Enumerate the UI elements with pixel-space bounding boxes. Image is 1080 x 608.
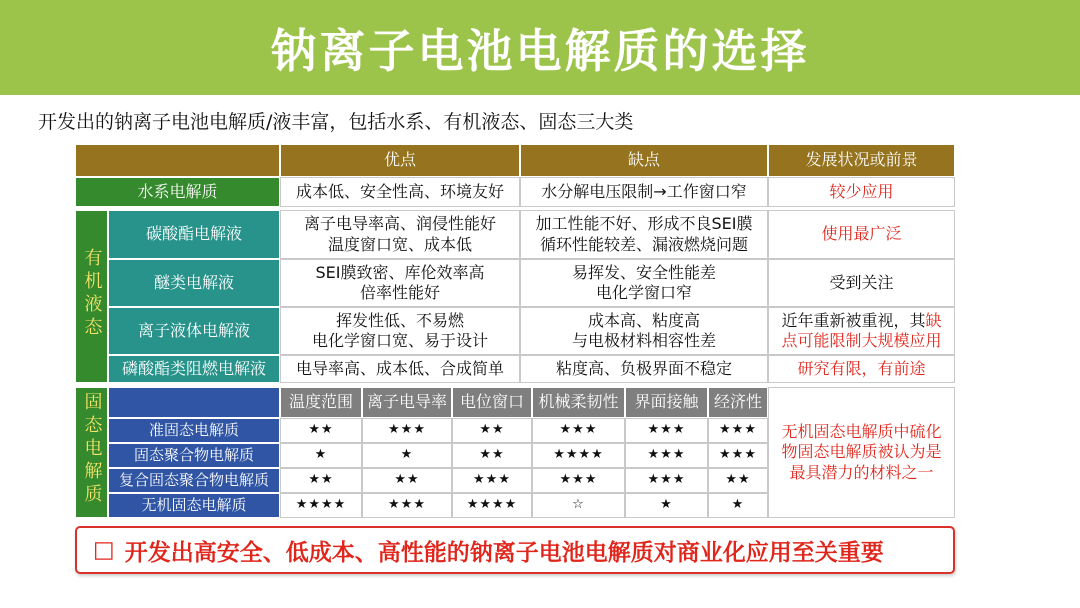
property-header: 温度范围: [281, 388, 361, 417]
cons-cell: [521, 260, 767, 306]
outlook-line: [772, 311, 951, 331]
rating-cell: ★★★★: [453, 494, 531, 517]
electrolyte-name-aqueous: 水系电解质: [76, 178, 279, 206]
outlook-line: 无机固态电解质中硫化: [781, 421, 942, 441]
table-row-aqueous: [76, 178, 954, 206]
pros-line: 倍率性能好: [359, 283, 440, 302]
rating-cell: ★: [281, 444, 361, 467]
rating-cell: ★: [626, 494, 707, 517]
electrolyte-name: 固态聚合物电解质: [109, 444, 279, 467]
outlook-cell: 使用最广泛: [769, 211, 954, 258]
conclusion-box: [75, 526, 955, 574]
header-corner-cell: [76, 145, 279, 176]
pros-line: 电化学窗口宽、易于设计: [311, 331, 488, 350]
outlook-text: 近年重新被重视，其: [781, 310, 926, 330]
rating-cell: ★★★: [533, 469, 624, 492]
cons-line: 电化学窗口窄: [595, 283, 692, 302]
pros-cell: [281, 211, 519, 258]
property-header: 经济性: [709, 388, 767, 417]
column-header-outlook: 发展状况或前景: [769, 145, 954, 176]
rating-cell: ★★★: [626, 419, 707, 442]
rating-cell: ☆: [533, 494, 624, 517]
pros-cell: [281, 260, 519, 306]
outlook-cell: 受到关注: [769, 260, 954, 306]
pros-line: 温度窗口宽、成本低: [327, 234, 472, 254]
cons-line: 加工性能不好、形成不良SEI膜: [535, 214, 753, 234]
electrolyte-name: 准固态电解质: [109, 419, 279, 442]
pros-line: SEI膜致密、库伦效率高: [315, 262, 485, 282]
table-row: [76, 211, 954, 258]
category-label-text: 有机液态: [81, 247, 103, 340]
rating-cell: ★★★: [453, 469, 531, 492]
cons-line: 与电极材料相容性差: [571, 331, 716, 350]
intro-text: 开发出的钠离子电池电解质/液丰富，包括水系、有机液态、固态三大类: [38, 111, 634, 133]
pros-line: 挥发性低、不易燃: [335, 310, 464, 330]
rating-cell: ★★★: [363, 419, 451, 442]
outlook-cell: 研究有限，有前途: [769, 356, 954, 382]
electrolyte-name: 碳酸酯电解液: [109, 211, 279, 258]
electrolyte-name: 醚类电解液: [109, 260, 279, 306]
pros-line: 离子电导率高、润侵性能好: [303, 214, 496, 234]
organic-electrolyte-table: [74, 209, 956, 384]
rating-cell: ★★★: [709, 444, 767, 467]
rating-cell: ★★★: [709, 419, 767, 442]
outlook-emphasis-text: 缺: [925, 310, 942, 330]
cons-line: 易挥发、安全性能差: [571, 262, 716, 282]
name-header-cell: [109, 388, 279, 417]
table-row: [76, 260, 954, 306]
outlook-cell: [769, 388, 954, 517]
rating-cell: ★★★: [533, 419, 624, 442]
cons-cell: [521, 211, 767, 258]
rating-cell: ★★: [453, 444, 531, 467]
column-header-pros: 优点: [281, 145, 519, 176]
rating-cell: ★★★★: [533, 444, 624, 467]
rating-cell: ★★★★: [281, 494, 361, 517]
conclusion-text: 开发出高安全、低成本、高性能的钠离子电池电解质对商业化应用至关重要: [124, 539, 884, 566]
electrolyte-name: 离子液体电解液: [109, 308, 279, 354]
electrolyte-name: 复合固态聚合物电解质: [109, 469, 279, 492]
cons-cell: [521, 308, 767, 354]
rating-cell: ★★: [453, 419, 531, 442]
rating-cell: ★★: [281, 419, 361, 442]
square-bullet-icon: □: [93, 537, 115, 563]
pros-cell: 成本低、安全性高、环境友好: [281, 178, 519, 206]
title-banner: [0, 0, 1080, 95]
solid-header-row: [76, 388, 954, 417]
table-row: [76, 308, 954, 354]
rating-cell: ★: [363, 444, 451, 467]
rating-cell: ★★★: [363, 494, 451, 517]
table-header-row: [76, 145, 954, 176]
rating-cell: ★★: [281, 469, 361, 492]
electrolyte-name: 磷酸酯类阻燃电解液: [109, 356, 279, 382]
rating-cell: ★: [709, 494, 767, 517]
electrolyte-name: 无机固态电解质: [109, 494, 279, 517]
rating-cell: ★★: [363, 469, 451, 492]
column-header-cons: 缺点: [521, 145, 767, 176]
outlook-emphasis-text: 点可能限制大规模应用: [781, 331, 942, 350]
rating-cell: ★★★: [626, 469, 707, 492]
rating-cell: ★★: [709, 469, 767, 492]
outlook-cell: [769, 308, 954, 354]
property-header: 电位窗口: [453, 388, 531, 417]
cons-line: 循环性能较差、漏液燃烧问题: [539, 234, 748, 254]
page-title: 钠离子电池电解质的选择: [270, 23, 810, 78]
cons-line: 成本高、粘度高: [587, 310, 700, 330]
outlook-cell: 较少应用: [769, 178, 954, 206]
rating-cell: ★★★: [626, 444, 707, 467]
category-label-solid: [76, 388, 107, 517]
category-label-organic: [76, 211, 107, 382]
property-header: 机械柔韧性: [533, 388, 624, 417]
table-row: [76, 356, 954, 382]
pros-cell: [281, 308, 519, 354]
property-header: 离子电导率: [363, 388, 451, 417]
solid-electrolyte-table: [74, 386, 956, 519]
category-label-text: 固态电解质: [81, 392, 103, 508]
table-header-and-aqueous: [74, 143, 956, 208]
cons-cell: 粘度高、负极界面不稳定: [521, 356, 767, 382]
pros-cell: 电导率高、成本低、合成简单: [281, 356, 519, 382]
outlook-line: 最具潜力的材料之一: [789, 462, 934, 482]
outlook-line: 物固态电解质被认为是: [781, 442, 942, 462]
cons-cell: 水分解电压限制→工作窗口窄: [521, 178, 767, 206]
property-header: 界面接触: [626, 388, 707, 417]
